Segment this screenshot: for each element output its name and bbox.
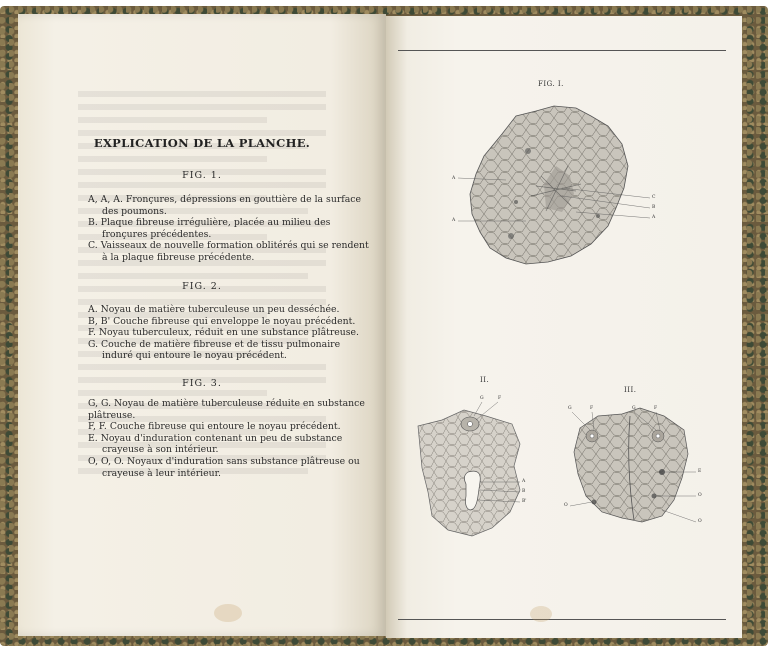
foxing-stain xyxy=(214,604,242,622)
fig2-entry: A. Noyau de matière tuberculeuse un peu desséchée. xyxy=(88,304,340,315)
fig3-letter: G xyxy=(568,406,572,411)
fig3-entry: O, O, O. Noyaux d'induration sans substance plâtreuse ou crayeuse à leur intérieur. xyxy=(88,455,360,479)
fig3-entry: G, G. Noyau de matière tuberculeuse réduite en substance plâtreuse. xyxy=(88,398,365,421)
fig2-heading: FIG. 2. xyxy=(182,281,222,292)
page-title: EXPLICATION DE LA PLANCHE. xyxy=(93,136,311,150)
fig2-label: II. xyxy=(480,376,490,384)
fig3-entries xyxy=(88,398,370,479)
fig1-letter: C xyxy=(652,195,656,200)
foxing-stain xyxy=(530,606,552,622)
fig1-entry: C. Vaisseaux de nouvelle formation oblitérés qui se rendent à la plaque fibreuse précédente. xyxy=(88,240,369,263)
fig3-letter: O xyxy=(698,493,702,498)
fig2-entry: F. Noyau tuberculeux, réduit en une substance plâtreuse. xyxy=(88,327,360,339)
fig2-entries xyxy=(88,304,370,362)
fig3-entry: E. Noyau d'induration contenant un peu de substance crayeuse à son intérieur. xyxy=(88,432,343,456)
fig3-entry: F, F. Couche fibreuse qui entoure le noyau précédent. xyxy=(88,421,341,433)
fig1-letter: A xyxy=(652,215,656,220)
fig2-entry: G. Couche de matière fibreuse et de tissu pulmonaire induré qui entoure le noyau précédent. xyxy=(88,338,341,362)
fig2-letter: A xyxy=(522,479,526,484)
fig3-letter: O xyxy=(564,503,568,508)
fig3-letter: F xyxy=(590,406,594,411)
fig3-heading: FIG. 3. xyxy=(182,378,222,389)
fig3-lung-specimen xyxy=(386,16,742,638)
fig1-entries xyxy=(88,194,370,264)
fig3-letter: O xyxy=(698,519,702,524)
fig1-letter: A xyxy=(452,176,456,181)
fig1-label: FIG. I. xyxy=(538,80,564,88)
fig3-letter: G xyxy=(632,406,636,411)
fig3-letter: E xyxy=(698,469,702,474)
fig1-entry: B. Plaque fibreuse irrégulière, placée au milieu des fronçures précédentes. xyxy=(88,217,331,240)
fig1-letter: A xyxy=(452,218,456,223)
fig1-entry: A, A, A. Fronçures, dépressions en gouttière de la surface des poumons. xyxy=(88,194,361,217)
fig1-heading: FIG. 1. xyxy=(182,170,222,181)
fig2-letter: F xyxy=(498,396,502,401)
right-page xyxy=(386,16,742,638)
fig3-label: III. xyxy=(624,386,637,394)
fig2-letter: B xyxy=(522,489,526,494)
fig2-letter: G xyxy=(480,396,484,401)
fig2-entry: B, B' Couche fibreuse qui enveloppe le noyau précédent. xyxy=(88,315,356,327)
fig1-letter: B xyxy=(652,205,656,210)
fig3-letter: F xyxy=(654,406,658,411)
left-page xyxy=(18,14,386,636)
fig2-letter: B' xyxy=(522,499,527,504)
